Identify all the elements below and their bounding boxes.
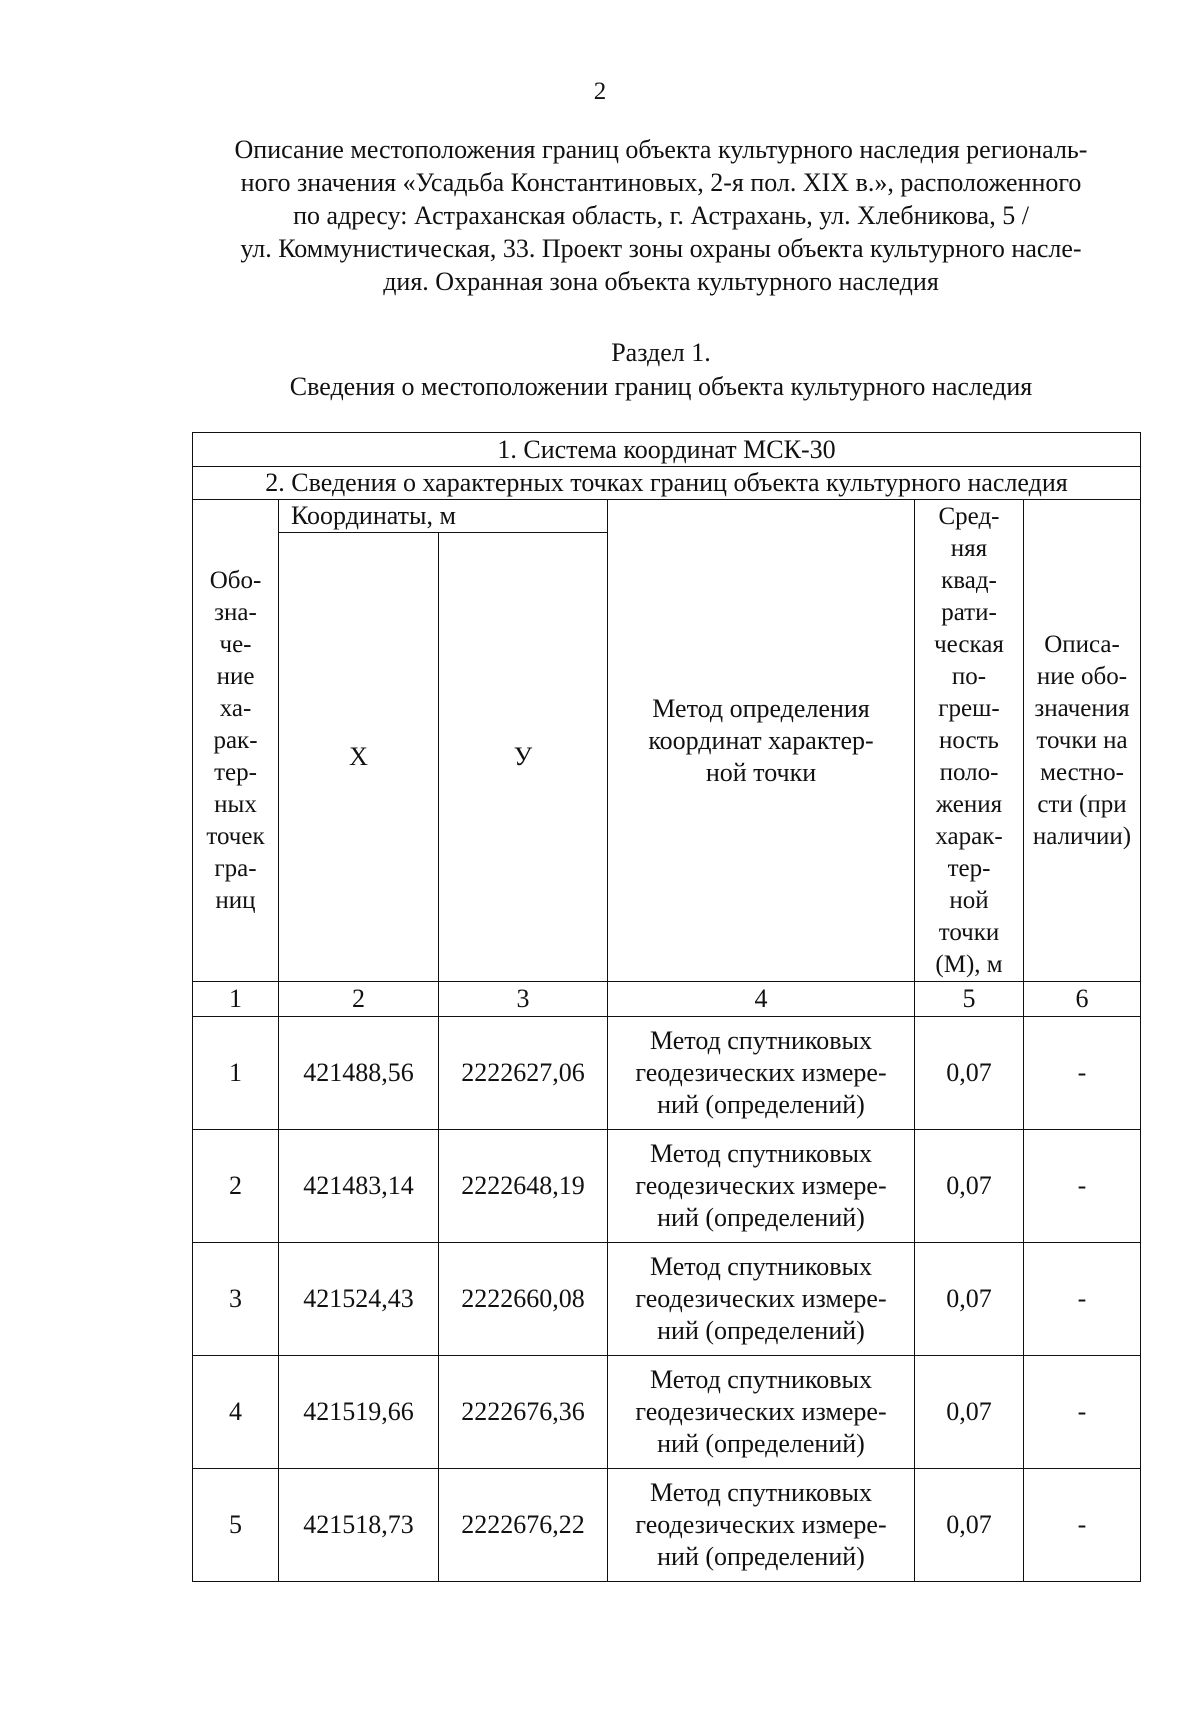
description-value: - bbox=[1024, 1356, 1141, 1469]
coordinate-system-row: 1. Система координат МСК-30 bbox=[193, 433, 1141, 467]
y-value: 2222676,36 bbox=[439, 1356, 608, 1469]
table-row bbox=[193, 1017, 1141, 1130]
boundary-points-info-row: 2. Сведения о характерных точках границ объекта культурного наследия bbox=[193, 467, 1141, 500]
error-value: 0,07 bbox=[915, 1243, 1024, 1356]
x-value: 421519,66 bbox=[279, 1356, 439, 1469]
description-value: - bbox=[1024, 1469, 1141, 1582]
y-value: 2222660,08 bbox=[439, 1243, 608, 1356]
column-number: 6 bbox=[1024, 982, 1141, 1017]
method-value: Метод спутниковых геодезических измере- ний (определений) bbox=[608, 1243, 915, 1356]
coordinates-header: Координаты, м bbox=[279, 500, 608, 533]
y-header: У bbox=[439, 533, 608, 982]
method-value: Метод спутниковых геодезических измере- ний (определений) bbox=[608, 1017, 915, 1130]
method-header: Метод определения координат характер- ной точки bbox=[608, 500, 915, 982]
error-value: 0,07 bbox=[915, 1017, 1024, 1130]
error-value: 0,07 bbox=[915, 1356, 1024, 1469]
section-label: Раздел 1. bbox=[611, 338, 711, 367]
x-value: 421483,14 bbox=[279, 1130, 439, 1243]
x-value: 421518,73 bbox=[279, 1469, 439, 1582]
description-header: Описа- ние обо- значения точки на местно- сти (при наличии) bbox=[1024, 500, 1141, 982]
designation-header: Обо- зна- че- ние ха- рак- тер- ных точек гра- ниц bbox=[193, 500, 279, 982]
title-line: Описание местоположения границ объекта культурного наследия региональ- bbox=[234, 135, 1088, 164]
title-line: ул. Коммунистическая, 33. Проект зоны охраны объекта культурного насле- bbox=[240, 234, 1082, 263]
column-number: 1 bbox=[193, 982, 279, 1017]
title-line: ного значения «Усадьба Константиновых, 2-я пол. XIX в.», расположенного bbox=[240, 168, 1082, 197]
point-id: 4 bbox=[193, 1356, 279, 1469]
x-value: 421524,43 bbox=[279, 1243, 439, 1356]
error-value: 0,07 bbox=[915, 1469, 1024, 1582]
description-value: - bbox=[1024, 1017, 1141, 1130]
page-number: 2 bbox=[593, 78, 607, 105]
y-value: 2222648,19 bbox=[439, 1130, 608, 1243]
table-row bbox=[193, 1243, 1141, 1356]
column-number: 4 bbox=[608, 982, 915, 1017]
section-heading bbox=[190, 336, 1132, 404]
column-number: 5 bbox=[915, 982, 1024, 1017]
error-value: 0,07 bbox=[915, 1130, 1024, 1243]
table-row bbox=[193, 1356, 1141, 1469]
title-line: дия. Охранная зона объекта культурного наследия bbox=[383, 267, 939, 296]
error-header: Сред- няя квад- рати- ческая по- греш- ность поло- жения харак- тер- ной точки (М), м bbox=[915, 500, 1024, 982]
column-number: 3 bbox=[439, 982, 608, 1017]
method-value: Метод спутниковых геодезических измере- ний (определений) bbox=[608, 1356, 915, 1469]
description-value: - bbox=[1024, 1130, 1141, 1243]
x-header: X bbox=[279, 533, 439, 982]
table-row bbox=[193, 1130, 1141, 1243]
column-number: 2 bbox=[279, 982, 439, 1017]
point-id: 3 bbox=[193, 1243, 279, 1356]
table-row bbox=[193, 1469, 1141, 1582]
point-id: 1 bbox=[193, 1017, 279, 1130]
point-id: 5 bbox=[193, 1469, 279, 1582]
method-value: Метод спутниковых геодезических измере- ний (определений) bbox=[608, 1469, 915, 1582]
point-id: 2 bbox=[193, 1130, 279, 1243]
title-line: по адресу: Астраханская область, г. Астрахань, ул. Хлебникова, 5 / bbox=[293, 201, 1029, 230]
method-value: Метод спутниковых геодезических измере- ний (определений) bbox=[608, 1130, 915, 1243]
coordinates-table bbox=[192, 432, 1141, 1582]
section-title: Сведения о местоположении границ объекта культурного наследия bbox=[289, 372, 1033, 401]
y-value: 2222676,22 bbox=[439, 1469, 608, 1582]
y-value: 2222627,06 bbox=[439, 1017, 608, 1130]
column-numbers-row bbox=[193, 982, 1141, 1017]
document-title bbox=[190, 133, 1132, 298]
x-value: 421488,56 bbox=[279, 1017, 439, 1130]
description-value: - bbox=[1024, 1243, 1141, 1356]
